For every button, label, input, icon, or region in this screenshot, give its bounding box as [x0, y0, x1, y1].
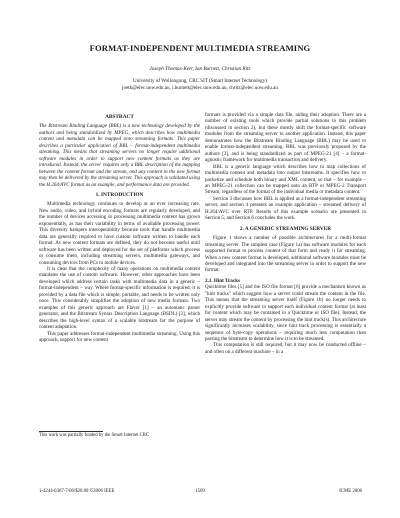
footnote: This work was partially funded by the Smart Internet CRC: [39, 433, 150, 438]
right-paragraph-2: BBL is a generic language which describes how to map collections of multimedia content and metadata into output bitstreams. It specifies how to packetize and schedule both binary and XML content, so that – for example – an MPEG-21 collection can be mapped onto an RTP or MPEG-2 Transport Stream, regardless of the format of the individual media or metadata content.: [205, 163, 366, 196]
subsection-2-1-paragraph-2: This computation is still required, but it may now be conducted offline – and often on a different machine – in a: [205, 342, 366, 355]
subsection-2-1-heading: 2.1. Hint Tracks: [205, 277, 240, 284]
affiliation-block: [0, 78, 400, 92]
footer-page-number: 1509: [195, 489, 205, 494]
intro-paragraph-3: This paper addresses format-independent multimedia streaming. Using this approach, support for new content: [39, 330, 200, 343]
footer-isbn: 1-4244-0367-7/06/$20.00 ©2006 IEEE: [39, 489, 115, 494]
right-column: [205, 112, 366, 355]
subsection-2-1-paragraph-1: Quicktime files [5] and the ISO file format [6] provide a mechanism known as "hint tracks" which suggest how a server could stream the content in the file. This means that the streaming server itself (Figure 1b) no longer needs to explicitly provide software to support each individual content format (at least for content which may be contained in a Quicktime or ISO file). Instead, the server may stream the content by processing the hint track(s). This architecture significantly increases scalability, since hint track processing is essentially a sequence of byte-copy operations – requiring much less computation than parsing the bitstream to determine how it is to be streamed.: [205, 284, 366, 342]
section-2-heading: 2. A GENERIC STREAMING SERVER: [239, 225, 332, 232]
left-column: [39, 114, 200, 343]
footer-conference: ICME 2006: [339, 489, 362, 494]
footnote-divider: [39, 431, 103, 432]
right-paragraph-3: Section 3 discusses how BBL is applied as a format-independent streaming server, and section 4 presents an example application – streamed delivery of H.264/AVC over RTP. Results of this example scenario are presented in Section 5, and Section 6 concludes the work.: [205, 195, 366, 222]
introduction-heading: 1. INTRODUCTION: [95, 191, 144, 198]
affiliation-institution: University of Wollongong, CRC SIT (Smart Internet Technology): [133, 78, 267, 84]
abstract-text: The Bitstream Binding Language (BBL) is a new technology developed by the authors and being standardized by MPEG, which describes how multimedia content and metadata can be mapped onto streaming formats. This paper describes a particular application of BBL – format-independent multimedia streaming. This means that streaming servers no longer require additional software modules in order to support new content formats as they are introduced. Instead, the server requires only a BBL description of the mapping between the content format and the stream, and any content in the new format may then be delivered by the streaming server. This approach is validated using the H.264/AVC format as an example, and performance data are provided.: [39, 123, 200, 188]
intro-paragraph-1: Multimedia technology continues to develop at an ever increasing rate. New audio, video, and hybrid encoding formats are regularly developed, and the number of devices accessing or processing multimedia content has grown exponentially, as has their variability in terms of available processing power. This diversity hampers interoperability because tools that handle multimedia data are generally required to have custom software written to handle each format. As new content formats are defined, they do not become useful until software has been written and deployed for the set of platforms which process or consume them, including streaming servers, multimedia gateways, and consuming devices from PCs to mobile devices.: [39, 201, 200, 266]
intro-paragraph-2: It is clear that the complexity of many operations on multimedia content mandates the use of custom software. However, other approaches have been developed which address certain tasks with multimedia data in a generic – format-independent – way. Where format-specific information is required, it is provided by a data file which is simple, portable, and needs to be written only once. This considerably simplifies the adoption of new media formats. Two examples of this generic approach are Flavor [1] – an automatic parser generator, and the Bitstream Syntax Description Language (BSDL) [2], which describes the high-level syntax of a scalable bitstream for the purpose of content adaptation.: [39, 265, 200, 331]
affiliation-emails: joetk@elec.uow.edu.au, i.burnett@elec.uow.edu.au, chritz@elec.uow.edu.au: [122, 85, 278, 91]
abstract-heading: ABSTRACT: [105, 114, 134, 120]
right-paragraph-1: formats is provided via a simple data file, aiding their adoption. There are a number of existing tools which provide partial solutions to this problem (discussed in section 2), but these mostly shift the format-specific software modules from the streaming server to another application. Instead, this paper demonstrates how the Bitstream Binding Language (BBL) may be used to enable format-independent streaming. BBL was previously proposed by the authors [3], and is being standardized as part of MPEG-21 [4] – a format-agnostic framework for multimedia transaction and delivery.: [205, 112, 366, 164]
author-list: Joseph Thomas-Kerr, Ian Burnett, Christian Ritz: [149, 66, 251, 72]
section-2-paragraph: Figure 1 shows a number of possible architectures for a multi-format streaming server. The simplest case (Figure 1a) has software modules for each supported format to process content of that form and ready it for streaming. When a new content format is developed, additional software modules must be developed and integrated into the streaming server in order to support the new format.: [205, 235, 366, 274]
paper-title: FORMAT-INDEPENDENT MULTIMEDIA STREAMING: [89, 43, 311, 53]
